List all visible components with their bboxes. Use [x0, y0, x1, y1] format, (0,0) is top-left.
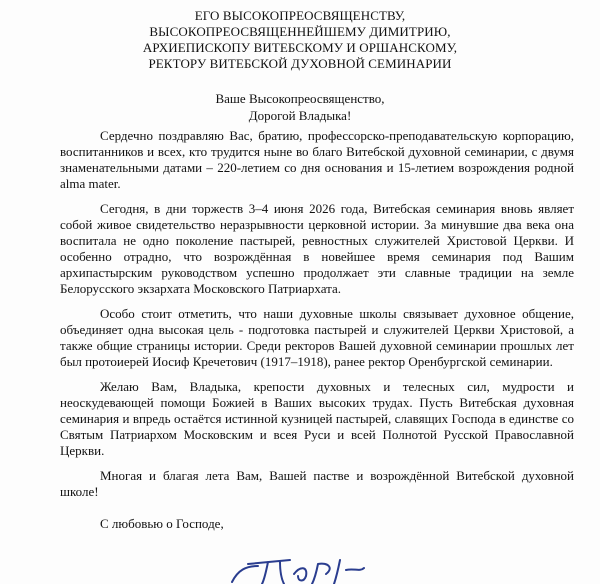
handwritten-signature — [228, 552, 368, 584]
header-line: ЕГО ВЫСОКОПРЕОСВЯЩЕНСТВУ, — [194, 8, 406, 23]
letter-body — [60, 128, 574, 509]
salutation-line: Дорогой Владыка! — [248, 108, 352, 123]
body-paragraph: Многая и благая лета Вам, Вашей пастве и возрождённой Витебской духовной школе! — [60, 468, 574, 499]
header-line: РЕКТОРУ ВИТЕБСКОЙ ДУХОВНОЙ СЕМИНАРИИ — [148, 56, 452, 71]
body-paragraph: Желаю Вам, Владыка, крепости духовных и телесных сил, мудрости и неоскудевающей помощи Божией в Ваших высоких трудах. Пусть Витебская духовная семинария и впредь остаётся истинной кузницей пастырей, славящих Господа в единстве со Святым Патриархом Московским и всея Руси и всей Полнотой Русской Православной Церкви. — [60, 379, 574, 458]
body-paragraph: Сегодня, в дни торжеств 3–4 июня 2026 года, Витебская семинария вновь являет собой живое свидетельство неразрывности церковной истории. За минувшие два века она воспитала не одно поколение пастырей, ревностных служителей Христовой Церкви. И особенно отрадно, что возрождённая в новейшее время семинария под Вашим архипастырским руководством успешно продолжает эти славные традиции на земле Белорусского экзархата Московского Патриархата. — [60, 201, 574, 296]
body-paragraph: Сердечно поздравляю Вас, братию, профессорско-преподавательскую корпорацию, воспитанников и всех, кто трудится ныне во благо Витебской духовной семинарии, с двумя знаменательными датами – 220-летием со дня основания и 15-летием возрождения родной alma mater. — [60, 128, 574, 191]
body-paragraph: Особо стоит отметить, что наши духовные школы связывает духовное общение, объединяет одна высокая цель - подготовка пастырей и служителей Церкви Христовой, а также общие страницы истории. Среди ректоров Вашей духовной семинарии прошлых лет был протоиерей Иосиф Кречетович (1917–1918), ранее ректор Оренбургской семинарии. — [60, 306, 574, 369]
salutation-line: Ваше Высокопреосвященство, — [215, 91, 385, 106]
letter-header — [0, 8, 600, 72]
header-line: ВЫСОКОПРЕОСВЯЩЕННЕЙШЕМУ ДИМИТРИЮ, — [149, 24, 451, 39]
salutation — [0, 90, 600, 124]
header-line: АРХИЕПИСКОПУ ВИТЕБСКОМУ И ОРШАНСКОМУ, — [142, 40, 458, 55]
closing-line: С любовью о Господе, — [100, 516, 224, 531]
